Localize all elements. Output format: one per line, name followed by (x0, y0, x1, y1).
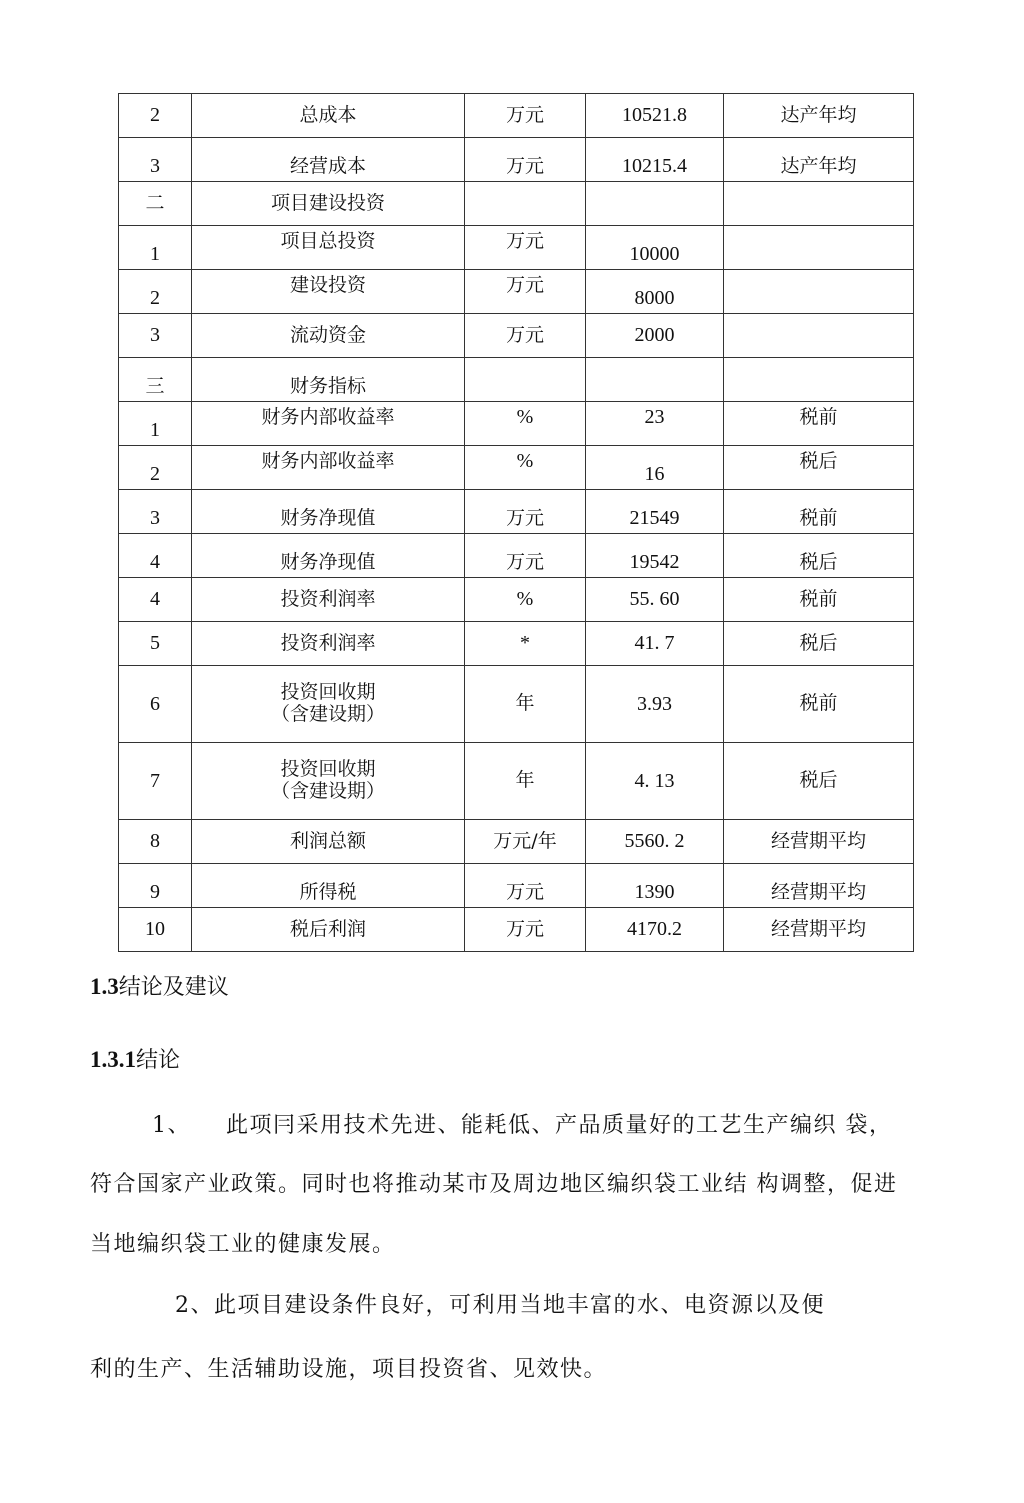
note: 税后 (724, 622, 914, 666)
section-number: 1.3 (90, 974, 119, 999)
row-index: 三 (145, 374, 165, 397)
value: 10521.8 (586, 94, 724, 138)
row-index: 2 (119, 94, 192, 138)
table-row (119, 226, 914, 270)
table-row (119, 270, 914, 314)
table-row (119, 864, 914, 908)
table-row (119, 314, 914, 358)
financial-indicators-table (118, 93, 914, 952)
value: 5560. 2 (586, 820, 724, 864)
row-index: 6 (119, 666, 192, 743)
value: 10215.4 (622, 155, 687, 177)
section-title: 结论 (136, 1048, 181, 1073)
table-row (119, 622, 914, 666)
table-row (119, 666, 914, 743)
item-name: 项目建设投资 (192, 182, 465, 226)
note (724, 314, 914, 358)
value: 41. 7 (586, 622, 724, 666)
value: 1390 (634, 881, 675, 903)
row-index: 3 (150, 507, 160, 529)
item-name: 投资回收期 (280, 681, 376, 704)
item-name: 财务内部收益率 (261, 405, 395, 428)
note (724, 270, 914, 314)
value: 4170.2 (586, 908, 724, 952)
row-index: 3 (150, 155, 160, 177)
item-name: 投资利润率 (192, 578, 465, 622)
table-row (119, 138, 914, 182)
unit: % (516, 450, 534, 472)
row-index: 3 (119, 314, 192, 358)
paragraph-1-number: 1、 (152, 1113, 191, 1138)
section-heading-1-3 (90, 970, 229, 1001)
unit: % (516, 406, 534, 428)
section-title: 结论及建议 (118, 975, 229, 1000)
row-index: 2 (150, 463, 160, 485)
paragraph-1-line-2: 符合国家产业政策。同时也将推动某市及周边地区编织袋工业结 构调整，促进 (90, 1172, 898, 1197)
unit: 万元 (465, 908, 586, 952)
item-name: 财务内部收益率 (261, 449, 395, 472)
item-name-sub: （含建设期） (270, 703, 385, 725)
note: 税后 (724, 743, 914, 820)
table-row (119, 578, 914, 622)
row-index: 9 (150, 881, 160, 903)
row-index: 4 (119, 578, 192, 622)
paragraph-2-line-1: 2、此项目建设条件良好，可利用当地丰富的水、电资源以及便 (175, 1293, 825, 1318)
item-name: 财务指标 (289, 374, 366, 397)
value: 2000 (586, 314, 724, 358)
unit: 万元 (465, 94, 586, 138)
item-name: 财务净现值 (280, 506, 376, 529)
item-name: 建设投资 (289, 273, 366, 296)
value: 21549 (629, 507, 680, 529)
unit: 万元 (465, 314, 586, 358)
note: 税前 (799, 405, 838, 428)
note (724, 226, 914, 270)
table-row (119, 820, 914, 864)
table-row (119, 490, 914, 534)
row-index: 二 (119, 182, 192, 226)
unit (465, 358, 586, 402)
unit: 年 (465, 743, 586, 820)
unit: 万元/年 (465, 820, 586, 864)
value: 19542 (629, 551, 680, 573)
section-heading-1-3-1 (90, 1043, 180, 1074)
item-name-cell (192, 743, 465, 820)
item-name: 投资利润率 (192, 622, 465, 666)
paragraph-1-line-3: 当地编织袋工业的健康发展。 (90, 1232, 396, 1257)
note: 税前 (724, 578, 914, 622)
unit: * (465, 622, 586, 666)
note: 经营期平均 (724, 820, 914, 864)
note: 税后 (799, 449, 838, 472)
item-name: 财务净现值 (280, 550, 376, 573)
table-row (119, 358, 914, 402)
note: 达产年均 (724, 94, 914, 138)
note (724, 358, 914, 402)
value (586, 358, 724, 402)
item-name: 经营成本 (289, 154, 366, 177)
unit (465, 182, 586, 226)
value: 16 (644, 463, 665, 485)
table-row (119, 94, 914, 138)
unit: 万元 (505, 154, 544, 177)
item-name: 所得税 (299, 880, 357, 903)
unit: 年 (465, 666, 586, 743)
unit: 万元 (505, 273, 544, 296)
table-row (119, 402, 914, 446)
note: 经营期平均 (770, 880, 866, 903)
value: 23 (644, 406, 665, 428)
value (586, 182, 724, 226)
value: 3.93 (586, 666, 724, 743)
item-name-sub: （含建设期） (270, 780, 385, 802)
row-index: 4 (150, 551, 160, 573)
unit: 万元 (505, 229, 544, 252)
unit: % (465, 578, 586, 622)
row-index: 10 (119, 908, 192, 952)
note: 税前 (724, 666, 914, 743)
item-name-cell (192, 666, 465, 743)
unit: 万元 (505, 880, 544, 903)
table-row (119, 743, 914, 820)
row-index: 1 (150, 419, 160, 441)
row-index: 7 (119, 743, 192, 820)
item-name: 流动资金 (192, 314, 465, 358)
row-index: 8 (119, 820, 192, 864)
unit: 万元 (505, 550, 544, 573)
item-name: 总成本 (192, 94, 465, 138)
row-index: 1 (150, 243, 160, 265)
paragraph-1-line-1: 此项冃采用技术先进、能耗低、产品质量好的工艺生产编织 袋， (226, 1113, 893, 1138)
value: 55. 60 (586, 578, 724, 622)
value: 8000 (634, 287, 675, 309)
table-row (119, 446, 914, 490)
item-name: 税后利润 (192, 908, 465, 952)
row-index: 5 (119, 622, 192, 666)
table-row (119, 182, 914, 226)
note: 税后 (799, 550, 838, 573)
unit: 万元 (505, 506, 544, 529)
table-row (119, 908, 914, 952)
note: 税前 (799, 506, 838, 529)
note: 经营期平均 (724, 908, 914, 952)
paragraph-2-line-2: 利的生产、生活辅助设施，项目投资省、见效快。 (90, 1357, 608, 1382)
table-row (119, 534, 914, 578)
item-name: 项目总投资 (280, 229, 376, 252)
value: 4. 13 (586, 743, 724, 820)
row-index: 2 (150, 287, 160, 309)
note (724, 182, 914, 226)
item-name: 利润总额 (192, 820, 465, 864)
value: 10000 (629, 243, 680, 265)
section-number: 1.3.1 (90, 1047, 136, 1072)
item-name: 投资回收期 (280, 758, 376, 781)
note: 达产年均 (780, 154, 857, 177)
